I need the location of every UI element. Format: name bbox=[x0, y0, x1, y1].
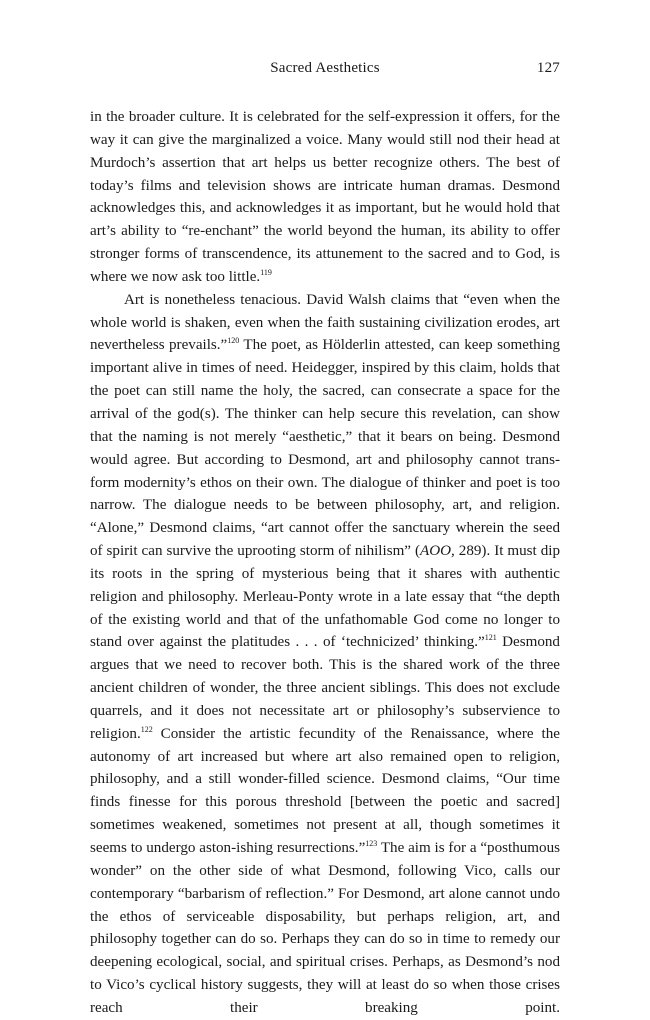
paragraph-continued bbox=[90, 106, 560, 289]
footnote-marker: 123 bbox=[365, 839, 378, 848]
body-text bbox=[90, 106, 560, 1020]
page-number: 127 bbox=[536, 60, 560, 76]
footnote-marker: 121 bbox=[484, 633, 497, 643]
footnote-marker: 119 bbox=[260, 267, 272, 277]
footnote-marker: 122 bbox=[140, 724, 153, 734]
text-run: Art is nonetheless tenacious. David Walsh claims that “even when the whole world is shaken, even when the faith sustaining civilization erodes, art nevertheless prevails.” bbox=[90, 291, 560, 354]
text-run: in the broader culture. It is celebrated for the self-expression it offers, for the way it can give the marginalized a voice. Many would still nod their head at Murdoch’s assertion that art helps us better recognize others. The best of today’s films and television shows are intricate human dramas. Desmond acknowledges this, and acknowledges it as important, but he would hold that art’s ability to “re-enchant” the world beyond the human, its ability to offer stronger forms of transcendence, its attunement to the sacred and to God, is where we now ask too little. bbox=[90, 109, 560, 285]
running-title: Sacred Aesthetics bbox=[270, 60, 380, 76]
footnote-marker: 120 bbox=[227, 336, 240, 346]
text-run: Consider the artistic fecundity of the Renaissance, where the autonomy of art increased but where art also remained open to religion, philosophy, and a still wonder-filled science. Desmond claims, “Our time finds finesse for this porous threshold [between the poetic and sacred] sometimes weakened, sometimes not present at all, though sometimes it seems to undergo aston-ishing resurrections.” bbox=[90, 725, 560, 856]
paragraph bbox=[90, 289, 560, 1020]
text-run: The aim is for a “posthumous wonder” on the other side of what Desmond, following Vico, calls our contemporary “barbarism of reflection.” For Desmond, art alone cannot undo the ethos of serviceable disposability, but perhaps religion, art, and philosophy together can do so. Perhaps they can do so in time to remedy our deepening ecological, social, and spiritual crises. Perhaps, as Desmond’s nod to Vico’s cyclical history suggests, they will at least do so when those crises reach their breaking point. bbox=[90, 840, 561, 1016]
text-run: The poet, as Hölderlin attested, can keep something important alive in times of need. Heidegger, inspired by this claim, holds that the poet can still name the holy, the sacred, can consecrate a space for the arrival of the god(s). The thinker can help secure this revelation, can show that the naming is not merely “aesthetic,” that it bears on being. Desmond would agree. But according to Desmond, art and philosophy cannot trans-form modernity’s ethos on their own. The dialogue of thinker and poet is too narrow. The dialogue needs to be between philosophy, art, and religion. “Alone,” Desmond claims, “art cannot offer the sanctuary wherein the seed of spirit can survive the uprooting storm of nihilism” ( bbox=[90, 337, 560, 560]
text-run: 289). It must dip its roots in the spring of mysterious being that it shares with authentic religion and philosophy. Merleau-Ponty wrote in a late essay that “the depth of the existing world and that of the unfathomable God come no longer to stand over against the platitudes . . . of ‘technicized’ thinking.” bbox=[90, 543, 560, 651]
text-run: Desmond argues that we need to recover both. This is the shared work of the three ancient children of wonder, the three ancient siblings. This does not exclude quarrels, and it does not necessitate art or philosophy’s subservience to religion. bbox=[90, 634, 560, 742]
running-header bbox=[90, 60, 560, 80]
italic-citation: AOO, bbox=[420, 543, 455, 560]
